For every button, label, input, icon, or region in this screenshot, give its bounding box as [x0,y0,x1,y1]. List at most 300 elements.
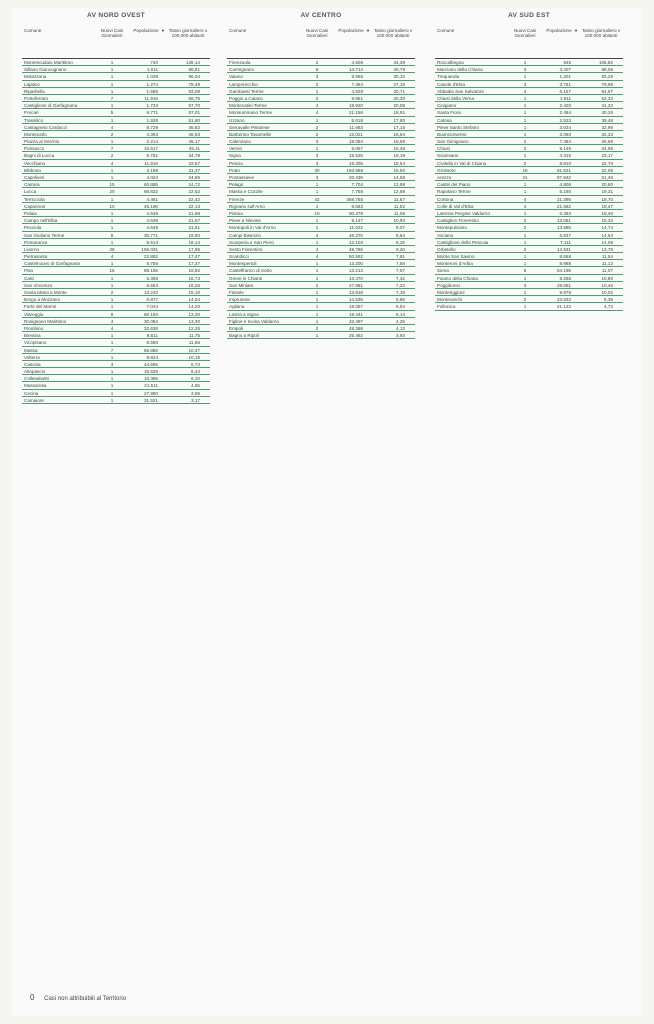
cell-tasso: 4,73 [604,304,613,310]
table-row [227,88,415,95]
cell-popolazione: 23.833 [556,297,571,303]
cell-tasso: 15,50 [393,167,405,173]
cell-comune: Rignano sull'Arno [229,203,265,209]
cell-comune: Riparbella [24,88,45,94]
cell-tasso: 11,66 [188,340,200,346]
table-row [435,260,623,267]
cell-nuovi-casi: 15 [109,268,115,274]
cell-popolazione: 1.911 [559,95,571,101]
table-row [435,174,623,181]
cell-nuovi-casi: 1 [110,117,114,123]
cell-tasso: 45,53 [188,131,200,137]
cell-popolazione: 8.729 [146,124,158,130]
table-row [227,66,415,73]
header-comune[interactable]: Comune [24,28,42,33]
cell-tasso: 63,09 [188,88,200,94]
cell-popolazione: 1.938 [146,117,158,123]
cell-tasso: 8,39 [604,297,613,303]
cell-popolazione: 2.484 [559,110,571,116]
table-row [22,117,210,124]
table-row [22,66,210,73]
cell-nuovi-casi: 1 [110,60,114,65]
cell-tasso: 45,11 [188,146,200,152]
cell-nuovi-casi: 3 [110,361,114,367]
table-row [227,109,415,116]
table-row [227,332,415,339]
cell-nuovi-casi: 4 [315,254,319,260]
cell-popolazione: 14.531 [556,246,571,252]
cell-tasso: 21,51 [188,225,200,231]
cell-nuovi-casi: 1 [110,67,114,73]
cell-tasso: 15,32 [601,218,613,224]
cell-nuovi-casi: 2 [315,325,319,331]
table-row [22,382,210,389]
table-row [22,102,210,109]
table-row [227,289,415,296]
header-comune[interactable]: Comune [437,28,455,33]
table-row [22,368,210,375]
cell-tasso: 24,72 [188,182,200,188]
header-nuovi-casi[interactable]: Nuovi Casi Giornalieri [513,28,537,39]
cell-tasso: 4,26 [396,318,405,324]
cell-tasso: 20,30 [393,95,405,101]
table-row [22,239,210,246]
cell-nuovi-casi: 1 [315,189,319,195]
header-tasso[interactable]: Tasso giornaliero x 100.000 abitanti [168,28,208,39]
cell-tasso: 15,73 [188,275,200,281]
cell-popolazione: 6.553 [146,282,158,288]
cell-nuovi-casi: 1 [315,261,319,267]
header-tasso[interactable]: Tasso giornaliero x 100.000 abitanti [581,28,621,39]
cell-popolazione: 6.493 [559,210,571,216]
cell-comune: Cinigiano [437,103,457,109]
cell-comune: San Miniato [229,282,254,288]
cell-tasso: 18,47 [601,203,613,209]
cell-tasso: 57,70 [188,103,200,109]
cell-nuovi-casi: 7 [110,146,114,152]
cell-nuovi-casi: 4 [315,246,319,252]
cell-popolazione: 21.158 [348,110,363,116]
cell-tasso: 11,07 [601,268,613,274]
cell-tasso: 20,80 [601,182,613,188]
cell-comune: Castelfranco di Sotto [229,268,272,274]
cell-tasso: 21,57 [188,218,200,224]
cell-tasso: 10,93 [393,218,405,224]
cell-comune: Gambassi Terme [229,88,264,94]
cell-comune: Santa Maria a Monte [24,290,67,295]
cell-nuovi-casi: 6 [110,232,114,238]
cell-nuovi-casi: 1 [110,88,114,94]
table-row [435,217,623,224]
cell-nuovi-casi: 1 [523,189,527,195]
cell-comune: Massarosa [24,383,47,389]
cell-tasso: 23,17 [601,153,613,159]
cell-tasso: 18,70 [601,196,613,202]
cell-comune: Livorno [24,246,40,252]
cell-comune: Monsummano Terme [229,110,273,116]
cell-nuovi-casi: 3 [523,67,527,73]
cell-popolazione: 2.214 [146,139,158,145]
cell-popolazione: 6.877 [146,297,158,303]
table-row [22,282,210,289]
cell-popolazione: 90.479 [348,210,363,216]
cell-comune: Empoli [229,325,244,331]
header-tasso[interactable]: Tasso giornaliero x 100.000 abitanti [373,28,413,39]
cell-tasso: 19,50 [188,232,200,238]
cell-tasso: 17,47 [188,254,200,260]
cell-popolazione: 15.529 [143,369,158,375]
cell-popolazione: 21.395 [556,196,571,202]
cell-tasso: 22,13 [188,203,200,209]
cell-tasso: 7,42 [396,275,405,281]
cell-nuovi-casi: 2 [315,124,319,130]
cell-comune: Pietrasanta [24,254,48,260]
cell-nuovi-casi: 1 [523,95,527,101]
region-title: AV NORD OVEST [87,12,145,19]
cell-tasso: 16,82 [188,268,200,274]
cell-tasso: 17,15 [393,124,405,130]
cell-nuovi-casi: 2 [523,246,527,252]
region-title: AV CENTRO [300,12,342,19]
cell-tasso: 4,65 [191,383,200,389]
table-row [22,181,210,188]
cell-popolazione: 54.195 [556,268,571,274]
table-row [22,354,210,361]
cell-tasso: 16,64 [393,131,405,137]
table-row [435,181,623,188]
table-row [227,174,415,181]
cell-tasso: 14,68 [393,175,405,180]
cell-comune: Pontassieve [229,175,255,180]
cell-popolazione: 19.306 [348,160,363,166]
cell-comune: Foiano della Chiana [437,275,478,281]
cell-comune: Montevarchi [437,297,463,303]
table-row [435,210,623,217]
cell-tasso: 96,34 [188,74,200,80]
cell-comune: Lamporecchio [229,81,258,87]
header-popolazione[interactable]: Popolazione [338,28,364,33]
table-row [227,203,415,210]
cell-nuovi-casi: 1 [523,275,527,281]
table-row [435,109,623,116]
cell-tasso: 79,98 [601,81,613,87]
cell-tasso: 32,96 [601,124,613,130]
cell-comune: Bagni di Lucca [24,153,55,159]
cell-popolazione: 13.470 [348,275,363,281]
cell-popolazione: 9.966 [351,74,363,80]
table-row [227,246,415,253]
cell-tasso: 7,57 [396,268,405,274]
cell-popolazione: 21.662 [556,203,571,209]
header-popolazione[interactable]: Popolazione [546,28,572,33]
cell-popolazione: 60.184 [143,311,158,317]
cell-tasso: 18,14 [188,239,200,245]
cell-nuovi-casi: 1 [315,311,319,317]
cell-nuovi-casi: 1 [315,268,319,274]
cell-nuovi-casi: 1 [315,88,319,94]
cell-comune: Vaiano [229,74,243,80]
cell-comune: Agliana [229,304,245,310]
cell-popolazione: 6.837 [559,232,571,238]
sort-desc-icon[interactable]: ▼ [574,28,578,33]
table-row [227,232,415,239]
cell-comune: Firenze [229,196,245,202]
sort-desc-icon[interactable]: ▼ [161,28,165,33]
cell-popolazione: 8.148 [559,146,571,152]
table-row [435,117,623,124]
cell-popolazione: 18.094 [348,139,363,145]
table-row [227,124,415,131]
table-row [22,289,210,296]
cell-comune: Castel del Piano [437,182,471,188]
cell-comune: Colle di Val d'Elsa [437,203,474,209]
cell-comune: Montecarlo [24,131,47,137]
page [12,8,642,1016]
cell-popolazione: 11.022 [349,225,363,231]
cell-comune: Marciano della Chiana [437,67,483,73]
cell-popolazione: 3.751 [559,81,571,87]
cell-comune: Figline e Incisa Valdarno [229,318,279,324]
cell-tasso: 16,19 [393,153,405,159]
cell-popolazione: 6.157 [559,88,571,94]
table-row [435,203,623,210]
cell-nuovi-casi: 2 [523,297,527,303]
cell-tasso: 16,48 [393,146,405,152]
cell-comune: Cecina [24,390,39,396]
cell-nuovi-casi: 42 [314,196,320,202]
cell-comune: Monteriggioni [437,290,465,295]
header-comune[interactable]: Comune [229,28,247,33]
table-row [22,145,210,152]
cell-tasso: 3,93 [396,333,405,339]
cell-comune: Carrara [24,182,40,188]
cell-nuovi-casi: 3 [315,175,319,180]
header-nuovi-casi[interactable]: Nuovi Casi Giornalieri [100,28,124,39]
cell-comune: Forte dei Marmi [24,304,57,310]
cell-comune: Capannori [24,203,46,209]
cell-popolazione: 30.084 [143,318,158,324]
table-row [227,59,415,66]
cell-nuovi-casi: 4 [315,110,319,116]
cell-comune: Castagneto Carducci [24,124,67,130]
cell-tasso: 88,05 [601,67,613,73]
region-centro [227,8,415,339]
unassigned-label: Casi non attribuibili al Territorio [44,996,127,1002]
cell-nuovi-casi: 1 [110,397,114,403]
cell-popolazione: 19.920 [348,103,363,109]
cell-nuovi-casi: 2 [315,131,319,137]
cell-comune: Viareggio [24,311,44,317]
table-row [227,81,415,88]
cell-nuovi-casi: 1 [315,182,319,188]
cell-comune: Piombino [24,325,44,331]
cell-comune: Altopascio [24,369,46,375]
cell-nuovi-casi: 5 [110,110,114,116]
cell-tasso: 30,10 [393,74,405,80]
cell-popolazione: 14.714 [348,67,363,73]
table-row [22,232,210,239]
table-row [22,246,210,253]
cell-tasso: 11,13 [601,261,613,267]
cell-tasso: 9,07 [396,225,405,231]
cell-nuovi-casi: 1 [110,376,114,382]
cell-nuovi-casi: 1 [110,225,114,231]
cell-comune: Poggibonsi [437,282,460,288]
cell-nuovi-casi: 1 [523,103,527,109]
cell-comune: Campo nell'Elba [24,218,58,224]
cell-comune: Buonconvento [437,131,467,137]
cell-comune: Campi Bisenzio [229,232,261,238]
cell-tasso: 45,82 [188,124,200,130]
cell-nuovi-casi: 1 [110,383,114,389]
table-row [435,253,623,260]
cell-nuovi-casi: 1 [110,175,114,180]
cell-tasso: 7,23 [396,282,405,288]
table-row [435,239,623,246]
cell-tasso: 7,91 [396,254,405,260]
table-row [435,160,623,167]
cell-popolazione: 5.180 [559,189,571,195]
cell-comune: Piazza al Serchio [24,139,60,145]
cell-nuovi-casi: 2 [523,218,527,224]
cell-comune: Grosseto [437,167,456,173]
cell-popolazione: 6.359 [146,275,158,281]
cell-nuovi-casi: 2 [315,81,319,87]
header-nuovi-casi[interactable]: Nuovi Casi Giornalieri [305,28,329,39]
cell-popolazione: 28.681 [556,282,571,288]
cell-comune: Poggio a Caiano [229,95,263,101]
cell-comune: Pieve Santo Stefano [437,124,479,130]
cell-comune: Castelnuovo di Garfagnana [24,261,80,267]
cell-popolazione: 8.771 [146,110,158,116]
table-header [227,28,415,59]
cell-comune: Bagno a Ripoli [229,333,259,339]
table-row [435,303,623,310]
table-row [435,275,623,282]
table-row [227,131,415,138]
cell-comune: San Gimignano [437,139,469,145]
cell-nuovi-casi: 1 [110,340,114,346]
cell-nuovi-casi: 1 [523,74,527,80]
cell-tasso: 12,26 [188,325,200,331]
cell-popolazione: 9.824 [146,354,158,360]
cell-comune: Vicopisano [24,340,47,346]
cell-popolazione: 7.364 [351,81,363,87]
table-row [22,361,210,368]
cell-comune: Volterra [24,354,40,360]
cell-nuovi-casi: 1 [523,239,527,245]
cell-popolazione: 14.536 [348,297,363,303]
cell-nuovi-casi: 2 [110,290,114,295]
cell-tasso: 4,13 [396,325,405,331]
cell-tasso: 19,31 [601,189,613,195]
table-row [22,203,210,210]
cell-nuovi-casi: 1 [110,369,114,375]
cell-tasso: 12,98 [393,182,405,188]
cell-comune: Cortona [437,196,454,202]
cell-tasso: 22,52 [188,189,200,195]
cell-comune: Calci [24,275,35,281]
cell-tasso: 10,80 [601,275,613,281]
cell-nuovi-casi: 1 [110,333,114,339]
cell-tasso: 22,42 [188,196,200,202]
cell-comune: Pomarance [24,239,48,245]
cell-popolazione: 4.636 [146,218,158,224]
region-sud-est [435,8,623,311]
table-row [227,196,415,203]
cell-popolazione: 46.270 [348,232,363,238]
table-row [435,88,623,95]
cell-popolazione: 9.851 [351,95,363,101]
cell-popolazione: 27.681 [348,282,363,288]
cell-tasso: 15,10 [188,290,200,295]
cell-comune: Firenzuola [229,60,251,65]
table-row [435,124,623,131]
cell-tasso: 15,40 [601,210,613,216]
cell-nuovi-casi: 2 [523,225,527,231]
table-row [22,318,210,325]
table-row [22,275,210,282]
cell-nuovi-casi: 1 [523,60,527,65]
cell-tasso: 98,91 [188,67,200,73]
cell-nuovi-casi: 3 [315,160,319,166]
cell-tasso: 45,17 [188,139,200,145]
cell-comune: Pecciola [24,225,42,231]
cell-tasso: 10,47 [188,347,200,353]
cell-comune: Trequanda [437,74,460,80]
cell-nuovi-casi: 1 [110,239,114,245]
cell-comune: Monteroni d'Arbia [437,261,473,267]
cell-popolazione: 16.385 [143,376,158,382]
table-row [227,253,415,260]
cell-comune: Impruneta [229,297,250,303]
cell-nuovi-casi: 1 [110,282,114,288]
table-row [22,160,210,167]
table-row [22,375,210,382]
table-row [227,102,415,109]
cell-comune: Casole d'Elsa [437,81,465,87]
table-header [435,28,623,59]
cell-popolazione: 8.683 [351,203,363,209]
table-row [22,303,210,310]
sort-desc-icon[interactable]: ▼ [366,28,370,33]
cell-nuovi-casi: 30 [314,167,320,173]
cell-comune: Montopoli in Val d'Arno [229,225,276,231]
cell-nuovi-casi: 2 [110,153,114,159]
cell-tasso: 7,58 [396,261,405,267]
cell-tasso: 5,14 [396,311,405,317]
cell-comune: Massa [24,347,38,353]
cell-tasso: 14,63 [601,232,613,238]
cell-comune: Pelago [229,182,244,188]
cell-comune: Pistoia [229,210,243,216]
cell-nuovi-casi: 1 [110,275,114,281]
cell-popolazione: 11.915 [144,95,158,101]
cell-popolazione: 8.511 [146,333,158,339]
table-row [435,196,623,203]
table-row [227,181,415,188]
cell-nuovi-casi: 1 [523,110,527,116]
cell-popolazione: 19.441 [348,311,363,317]
table-row [22,88,210,95]
cell-tasso: 39,48 [601,117,613,123]
cell-tasso: 21,46 [601,175,613,180]
cell-comune: Chiusi della Verna [437,95,475,101]
cell-comune: Bibbona [24,167,41,173]
header-popolazione[interactable]: Popolazione [133,28,159,33]
cell-tasso: 58,75 [188,95,200,101]
cell-tasso: 11,05 [393,210,405,216]
